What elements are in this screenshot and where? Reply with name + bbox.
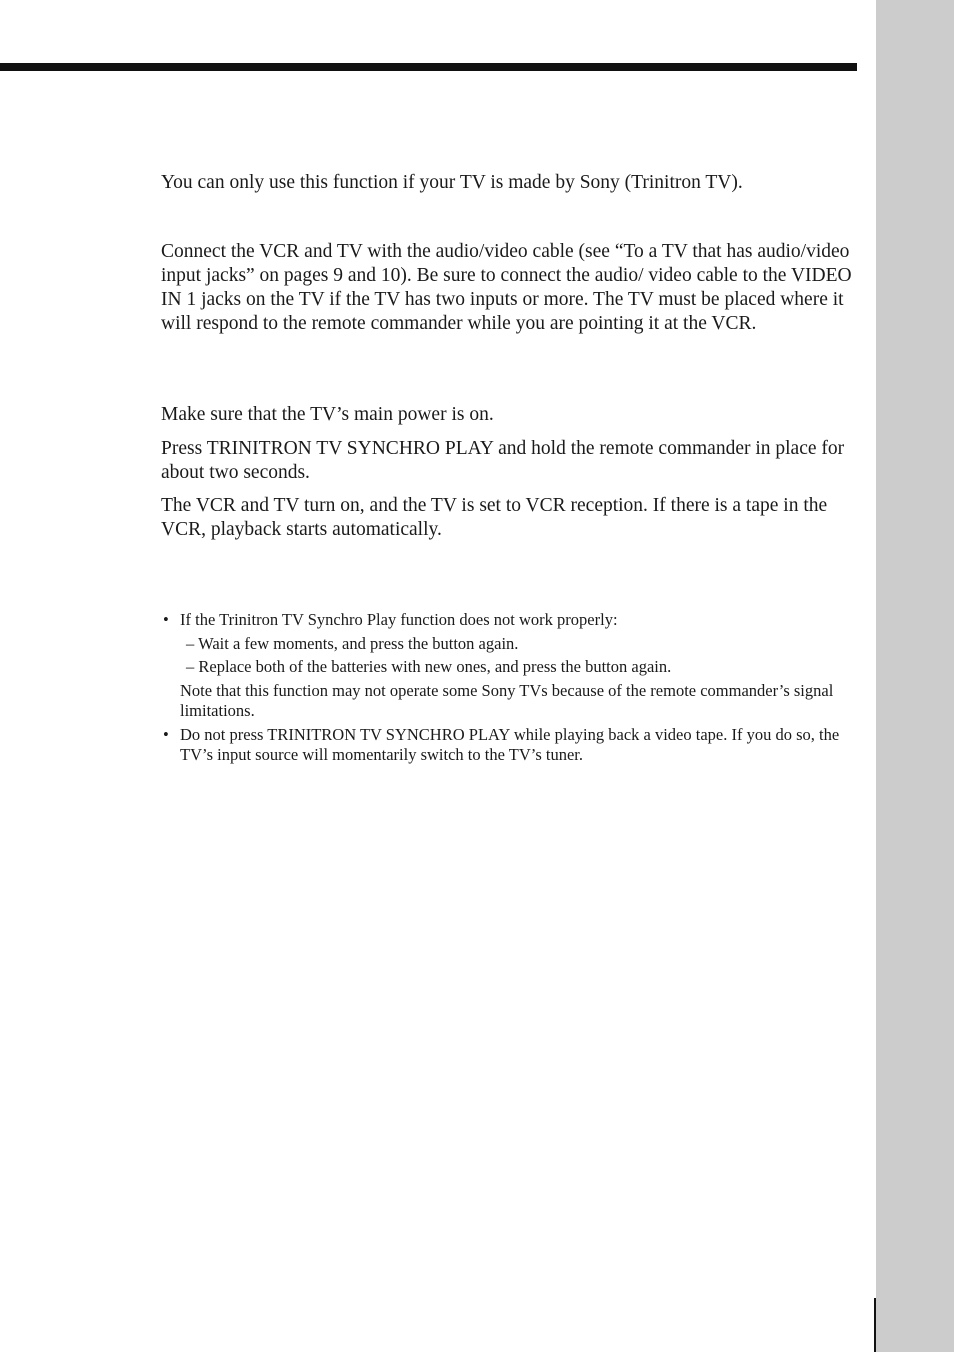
connect-text: Connect the VCR and TV with the audio/video cable (see “To a TV that has audio/video input jacks” on pages 9 and 10). Be sure to connect the audio/ video cable to the VIDEO IN 1 jacks on the TV if the TV has two inputs or more. The TV must be placed where it will respond to the remote commander while you are pointing it at the VCR. (161, 241, 852, 334)
note-1-sublist (180, 634, 855, 678)
intro-text: You can only use this function if your TV is made by Sony (Trinitron TV). (161, 172, 743, 193)
step-1-text: Make sure that the TV’s main power is on. (161, 404, 494, 425)
note-1-extra: Note that this function may not operate some Sony TVs because of the remote commander’s signal limitations. (180, 680, 834, 720)
note-1-sub-1: – Wait a few moments, and press the button again. (186, 633, 519, 653)
note-1-sub-2: – Replace both of the batteries with new ones, and press the button again. (186, 657, 672, 676)
notes-list (161, 610, 855, 769)
top-rule (0, 63, 857, 71)
step-2-text: Press TRINITRON TV SYNCHRO PLAY and hold the remote commander in place for about two seconds. (161, 438, 845, 483)
side-tab (876, 0, 954, 1352)
note-1-title: • If the Trinitron TV Synchro Play function does not work properly: (180, 610, 618, 629)
step-result-text: The VCR and TV turn on, and the TV is set to VCR reception. If there is a tape in the VCR, playback starts automatically. (161, 495, 828, 540)
corner-mark (874, 1298, 876, 1352)
note-item (161, 610, 855, 722)
note-item (161, 725, 855, 766)
note-2-text: • Do not press TRINITRON TV SYNCHRO PLAY while playing back a video tape. If you do so, the TV’s input source will momentarily switch to the TV’s tuner. (180, 724, 840, 764)
